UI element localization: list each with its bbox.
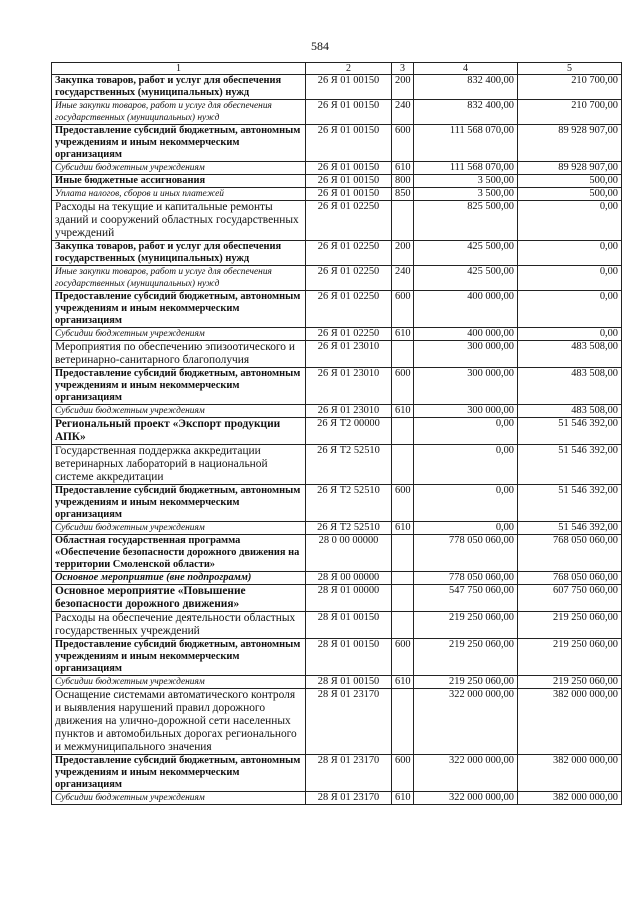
- row-vr-cell: 610: [392, 405, 414, 418]
- table-row: [52, 445, 622, 485]
- row-code-cell: 28 Я 01 23170: [306, 792, 392, 805]
- table-row: [52, 535, 622, 572]
- table-row: [52, 125, 622, 162]
- row-sum-2025-cell: 768 050 060,00: [518, 572, 622, 585]
- row-sum-2024-cell: 219 250 060,00: [414, 676, 518, 689]
- row-sum-2024-cell: 0,00: [414, 445, 518, 485]
- row-vr-cell: 200: [392, 241, 414, 266]
- row-code-cell: 26 Я 01 02250: [306, 241, 392, 266]
- row-code-cell: 26 Я 01 00150: [306, 175, 392, 188]
- table-row: [52, 266, 622, 291]
- row-name-cell: Уплата налогов, сборов и иных платежей: [52, 188, 306, 201]
- row-sum-2024-cell: 300 000,00: [414, 405, 518, 418]
- row-code-cell: 26 Я 01 02250: [306, 201, 392, 241]
- row-name-cell: Иные бюджетные ассигнования: [52, 175, 306, 188]
- table-row: [52, 792, 622, 805]
- table-row: [52, 341, 622, 368]
- row-sum-2024-cell: 219 250 060,00: [414, 639, 518, 676]
- row-code-cell: 28 0 00 00000: [306, 535, 392, 572]
- row-vr-cell: 240: [392, 100, 414, 125]
- row-name-cell: Основное мероприятие (вне подпрограмм): [52, 572, 306, 585]
- row-name-cell: Расходы на обеспечение деятельности областных государственных учреждений: [52, 612, 306, 639]
- row-vr-cell: 850: [392, 188, 414, 201]
- header-cell: 1: [52, 63, 306, 75]
- budget-table: [51, 62, 622, 805]
- row-code-cell: 28 Я 01 00150: [306, 612, 392, 639]
- row-name-cell: Иные закупки товаров, работ и услуг для обеспечения государственных (муниципальных) нужд: [52, 100, 306, 125]
- row-vr-cell: 610: [392, 676, 414, 689]
- page-number: 584: [311, 39, 329, 53]
- row-code-cell: 28 Я 00 00000: [306, 572, 392, 585]
- row-vr-cell: 610: [392, 792, 414, 805]
- row-code-cell: 26 Я 01 00150: [306, 162, 392, 175]
- row-sum-2024-cell: 322 000 000,00: [414, 755, 518, 792]
- row-sum-2024-cell: 825 500,00: [414, 201, 518, 241]
- row-vr-cell: 610: [392, 162, 414, 175]
- table-row: [52, 485, 622, 522]
- row-sum-2024-cell: 322 000 000,00: [414, 792, 518, 805]
- row-code-cell: 26 Я Т2 52510: [306, 445, 392, 485]
- row-code-cell: 26 Я 01 02250: [306, 291, 392, 328]
- header-cell: 2: [306, 63, 392, 75]
- row-name-cell: Субсидии бюджетным учреждениям: [52, 676, 306, 689]
- row-sum-2024-cell: 111 568 070,00: [414, 162, 518, 175]
- table-row: [52, 522, 622, 535]
- row-name-cell: Оснащение системами автоматического контроля и выявления нарушений правил дорожного движения на улично-дорожной сети населенных пунктов и автомобильных дорогах регионального и межмуниципального значения: [52, 689, 306, 755]
- row-sum-2025-cell: 219 250 060,00: [518, 676, 622, 689]
- row-sum-2025-cell: 89 928 907,00: [518, 162, 622, 175]
- row-code-cell: 26 Я 01 00150: [306, 188, 392, 201]
- table-row: [52, 418, 622, 445]
- row-name-cell: Субсидии бюджетным учреждениям: [52, 405, 306, 418]
- row-vr-cell: [392, 341, 414, 368]
- row-vr-cell: 610: [392, 522, 414, 535]
- row-vr-cell: [392, 612, 414, 639]
- row-name-cell: Субсидии бюджетным учреждениям: [52, 522, 306, 535]
- row-sum-2025-cell: 607 750 060,00: [518, 585, 622, 612]
- row-name-cell: Субсидии бюджетным учреждениям: [52, 328, 306, 341]
- table-row: [52, 676, 622, 689]
- row-vr-cell: 800: [392, 175, 414, 188]
- row-sum-2024-cell: 778 050 060,00: [414, 572, 518, 585]
- row-sum-2025-cell: 382 000 000,00: [518, 689, 622, 755]
- row-vr-cell: 600: [392, 755, 414, 792]
- row-code-cell: 26 Я 01 00150: [306, 75, 392, 100]
- row-sum-2024-cell: 111 568 070,00: [414, 125, 518, 162]
- table-row: [52, 291, 622, 328]
- row-sum-2025-cell: 0,00: [518, 291, 622, 328]
- row-sum-2025-cell: 483 508,00: [518, 368, 622, 405]
- row-vr-cell: 240: [392, 266, 414, 291]
- row-sum-2024-cell: 219 250 060,00: [414, 612, 518, 639]
- table-row: [52, 175, 622, 188]
- row-sum-2025-cell: 219 250 060,00: [518, 639, 622, 676]
- row-sum-2025-cell: 51 546 392,00: [518, 418, 622, 445]
- table-row: [52, 188, 622, 201]
- row-name-cell: Государственная поддержка аккредитации ветеринарных лабораторий в национальной системе аккредитации: [52, 445, 306, 485]
- row-name-cell: Областная государственная программа «Обеспечение безопасности дорожного движения на территории Смоленской области»: [52, 535, 306, 572]
- row-sum-2025-cell: 382 000 000,00: [518, 792, 622, 805]
- row-sum-2025-cell: 210 700,00: [518, 75, 622, 100]
- row-code-cell: 26 Я 01 02250: [306, 266, 392, 291]
- row-sum-2024-cell: 0,00: [414, 418, 518, 445]
- row-vr-cell: 600: [392, 125, 414, 162]
- row-vr-cell: 600: [392, 639, 414, 676]
- row-sum-2025-cell: 51 546 392,00: [518, 445, 622, 485]
- row-code-cell: 26 Я 01 23010: [306, 405, 392, 418]
- row-sum-2025-cell: 500,00: [518, 188, 622, 201]
- row-sum-2024-cell: 425 500,00: [414, 266, 518, 291]
- table-row: [52, 572, 622, 585]
- table-row: [52, 328, 622, 341]
- row-vr-cell: [392, 689, 414, 755]
- row-code-cell: 26 Я Т2 52510: [306, 485, 392, 522]
- row-sum-2024-cell: 832 400,00: [414, 75, 518, 100]
- row-sum-2024-cell: 322 000 000,00: [414, 689, 518, 755]
- row-name-cell: Мероприятия по обеспечению эпизоотического и ветеринарно-санитарного благополучия: [52, 341, 306, 368]
- row-vr-cell: 600: [392, 291, 414, 328]
- row-name-cell: Предоставление субсидий бюджетным, автономным учреждениям и иным некоммерческим организациям: [52, 755, 306, 792]
- table-row: [52, 75, 622, 100]
- row-code-cell: 28 Я 01 23170: [306, 755, 392, 792]
- table-row: [52, 612, 622, 639]
- row-code-cell: 26 Я Т2 00000: [306, 418, 392, 445]
- row-code-cell: 26 Я 01 00150: [306, 125, 392, 162]
- row-name-cell: Региональный проект «Экспорт продукции АПК»: [52, 418, 306, 445]
- row-sum-2025-cell: 483 508,00: [518, 405, 622, 418]
- row-vr-cell: 600: [392, 485, 414, 522]
- table-row: [52, 585, 622, 612]
- row-sum-2025-cell: 768 050 060,00: [518, 535, 622, 572]
- row-sum-2025-cell: 51 546 392,00: [518, 522, 622, 535]
- row-name-cell: Субсидии бюджетным учреждениям: [52, 792, 306, 805]
- row-vr-cell: 200: [392, 75, 414, 100]
- row-code-cell: 26 Я 01 23010: [306, 341, 392, 368]
- table-row: [52, 405, 622, 418]
- row-vr-cell: [392, 572, 414, 585]
- table-row: [52, 755, 622, 792]
- row-sum-2024-cell: 400 000,00: [414, 291, 518, 328]
- table-row: [52, 639, 622, 676]
- row-sum-2025-cell: 219 250 060,00: [518, 612, 622, 639]
- row-name-cell: Расходы на текущие и капитальные ремонты зданий и сооружений областных государственных учреждений: [52, 201, 306, 241]
- row-code-cell: 28 Я 01 00150: [306, 639, 392, 676]
- row-name-cell: Предоставление субсидий бюджетным, автономным учреждениям и иным некоммерческим организациям: [52, 368, 306, 405]
- table-row: [52, 100, 622, 125]
- row-name-cell: Закупка товаров, работ и услуг для обеспечения государственных (муниципальных) нужд: [52, 75, 306, 100]
- row-code-cell: 28 Я 01 00000: [306, 585, 392, 612]
- row-name-cell: Предоставление субсидий бюджетным, автономным учреждениям и иным некоммерческим организациям: [52, 291, 306, 328]
- row-sum-2025-cell: 483 508,00: [518, 341, 622, 368]
- row-sum-2024-cell: 300 000,00: [414, 368, 518, 405]
- table-row: [52, 162, 622, 175]
- row-sum-2024-cell: 425 500,00: [414, 241, 518, 266]
- row-vr-cell: 600: [392, 368, 414, 405]
- row-vr-cell: [392, 418, 414, 445]
- row-name-cell: Субсидии бюджетным учреждениям: [52, 162, 306, 175]
- row-name-cell: Предоставление субсидий бюджетным, автономным учреждениям и иным некоммерческим организациям: [52, 639, 306, 676]
- row-sum-2025-cell: 0,00: [518, 266, 622, 291]
- table-row: [52, 241, 622, 266]
- row-code-cell: 26 Я 01 23010: [306, 368, 392, 405]
- row-sum-2025-cell: 89 928 907,00: [518, 125, 622, 162]
- header-cell: 4: [414, 63, 518, 75]
- row-sum-2025-cell: 382 000 000,00: [518, 755, 622, 792]
- row-name-cell: Закупка товаров, работ и услуг для обеспечения государственных (муниципальных) нужд: [52, 241, 306, 266]
- row-sum-2024-cell: 3 500,00: [414, 188, 518, 201]
- row-sum-2025-cell: 51 546 392,00: [518, 485, 622, 522]
- row-sum-2025-cell: 210 700,00: [518, 100, 622, 125]
- row-sum-2024-cell: 400 000,00: [414, 328, 518, 341]
- table-row: [52, 689, 622, 755]
- row-sum-2025-cell: 0,00: [518, 328, 622, 341]
- row-name-cell: Иные закупки товаров, работ и услуг для обеспечения государственных (муниципальных) нужд: [52, 266, 306, 291]
- row-sum-2024-cell: 3 500,00: [414, 175, 518, 188]
- row-name-cell: Основное мероприятие «Повышение безопасности дорожного движения»: [52, 585, 306, 612]
- row-vr-cell: 610: [392, 328, 414, 341]
- row-sum-2025-cell: 500,00: [518, 175, 622, 188]
- row-sum-2024-cell: 778 050 060,00: [414, 535, 518, 572]
- row-sum-2025-cell: 0,00: [518, 201, 622, 241]
- row-vr-cell: [392, 535, 414, 572]
- row-sum-2024-cell: 832 400,00: [414, 100, 518, 125]
- table-row: [52, 368, 622, 405]
- row-sum-2024-cell: 0,00: [414, 485, 518, 522]
- row-vr-cell: [392, 201, 414, 241]
- row-sum-2024-cell: 547 750 060,00: [414, 585, 518, 612]
- table-row: [52, 201, 622, 241]
- row-code-cell: 26 Я Т2 52510: [306, 522, 392, 535]
- row-sum-2025-cell: 0,00: [518, 241, 622, 266]
- table-header-row: [52, 63, 622, 75]
- row-sum-2024-cell: 0,00: [414, 522, 518, 535]
- row-vr-cell: [392, 445, 414, 485]
- row-name-cell: Предоставление субсидий бюджетным, автономным учреждениям и иным некоммерческим организациям: [52, 485, 306, 522]
- row-code-cell: 26 Я 01 02250: [306, 328, 392, 341]
- row-code-cell: 28 Я 01 00150: [306, 676, 392, 689]
- row-name-cell: Предоставление субсидий бюджетным, автономным учреждениям и иным некоммерческим организациям: [52, 125, 306, 162]
- header-cell: 3: [392, 63, 414, 75]
- header-cell: 5: [518, 63, 622, 75]
- row-code-cell: 26 Я 01 00150: [306, 100, 392, 125]
- row-sum-2024-cell: 300 000,00: [414, 341, 518, 368]
- row-code-cell: 28 Я 01 23170: [306, 689, 392, 755]
- row-vr-cell: [392, 585, 414, 612]
